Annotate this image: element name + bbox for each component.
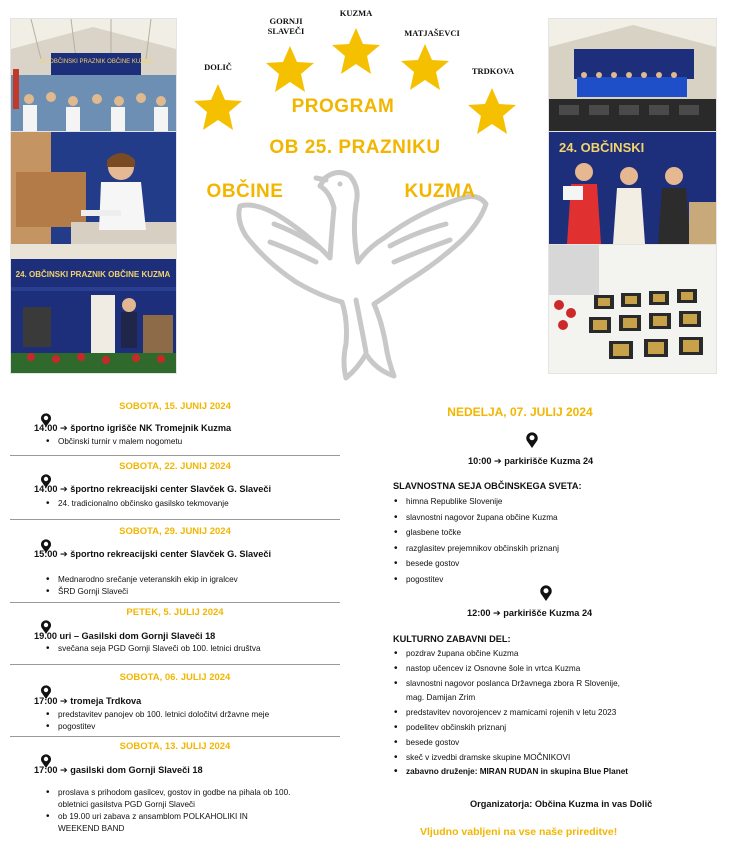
event-items [44, 574, 334, 598]
divider [10, 736, 340, 737]
event-date: SOBOTA, 06. JULIJ 2024 [119, 672, 231, 683]
list-item: • besede gostov [392, 736, 727, 751]
list-item: • ob 19.00 uri zabava z ansamblom POLKAHOLIKI IN [44, 811, 344, 823]
event-time-location: 14:00 ➔ športno igrišče NK Tromejnik Kuzma [34, 423, 232, 433]
divider [10, 664, 340, 665]
list-item: • razglasitev prejemnikov občinskih priznanj [392, 541, 722, 557]
list-item: • himna Republike Slovenije [392, 494, 722, 510]
invitation-text: Vljudno vabljeni na vse naše prireditve! [420, 826, 618, 838]
block-title: KULTURNO ZABAVNI DEL: [393, 634, 511, 644]
title-line-kuzma: KUZMA [404, 181, 476, 202]
village-label: MATJAŠEVCI [404, 28, 460, 38]
event-time-location: 17:00 ➔ gasilski dom Gornji Slaveči 18 [34, 765, 203, 775]
list-item: • Mednarodno srečanje veteranskih ekip in igralcev [44, 574, 334, 586]
event-time-location: 14:00 ➔ športno rekreacijski center Slavček G. Slaveči [34, 484, 272, 494]
event-date: SOBOTA, 15. JUNIJ 2024 [119, 401, 231, 412]
title-line-praznik: OB 25. PRAZNIKU [269, 137, 441, 158]
list-item: • skeč v izvedbi dramske skupine MOČNIKOVI [392, 751, 727, 766]
banner-text: 24. OBČINSKI PRAZNIK OBČINE KUZMA [15, 270, 171, 279]
event-date: SOBOTA, 13. JULIJ 2024 [119, 741, 231, 752]
event-time-location: 19.00 uri – Gasilski dom Gornji Slaveči 18 [34, 631, 216, 641]
list-item: • slavnostni nagovor poslanca Državnega zbora R Slovenije, [392, 677, 727, 692]
event-items [44, 709, 339, 733]
star-icon [401, 44, 449, 90]
block-time-location: 10:00 ➔ parkirišče Kuzma 24 [468, 456, 594, 466]
village-label: KUZMA [339, 8, 373, 18]
event-time-location: 17:00 ➔ tromeja Trdkova [34, 696, 142, 706]
event-items [44, 787, 344, 835]
event-items [44, 436, 334, 448]
list-item: • ŠRD Gornji Slaveči [44, 586, 334, 598]
dove-icon [239, 172, 486, 378]
village-label: TRDKOVA [471, 66, 515, 76]
star-icon [266, 46, 314, 92]
title-line-obcine: OBČINE [206, 181, 284, 202]
event-time-location: 15:00 ➔ športno rekreacijski center Slavček G. Slaveči [34, 549, 272, 559]
photo-choir [548, 18, 717, 132]
event-date: PETEK, 5. JULIJ 2024 [126, 607, 224, 618]
divider [10, 455, 340, 456]
village-label: DOLIČ [204, 62, 232, 72]
event-items [44, 498, 334, 510]
list-item: • Občinski turnir v malem nogometu [44, 436, 334, 448]
event-date: SOBOTA, 29. JUNIJ 2024 [119, 526, 231, 537]
title-line-program: PROGRAM [291, 96, 395, 117]
photo-tent-audience [10, 18, 177, 132]
list-item: • pozdrav župana občine Kuzma [392, 647, 727, 662]
block-items [392, 494, 722, 587]
list-item: • besede gostov [392, 556, 722, 572]
event-items [44, 643, 334, 655]
event-date: SOBOTA, 22. JUNIJ 2024 [119, 461, 231, 472]
star-icon [194, 84, 242, 130]
list-item: • nastop učencev iz Osnovne šole in vrtca Kuzma [392, 662, 727, 677]
banner-text: 24. OBČINSKI [559, 140, 645, 155]
organizer-credit: Organizatorja: Občina Kuzma in vas Dolič [470, 799, 653, 809]
list-item: • pogostitev [44, 721, 339, 733]
list-item: • zabavno druženje: MIRAN RUDAN in skupina Blue Planet [392, 765, 727, 780]
list-item: • proslava s prihodom gasilcev, gostov in godbe na pihala ob 100. [44, 787, 344, 799]
photo-stage-banner [10, 244, 177, 374]
main-day-date: NEDELJA, 07. JULIJ 2024 [447, 405, 593, 419]
star-icon [332, 28, 380, 74]
photo-speakers [548, 131, 717, 245]
list-item: • slavnostni nagovor župana občine Kuzma [392, 510, 722, 526]
block-time-location: 12:00 ➔ parkirišče Kuzma 24 [467, 608, 593, 618]
photo-awards [548, 244, 717, 374]
list-item: • predstavitev panojev ob 100. letnici določitvi državne meje [44, 709, 339, 721]
location-pin-icon [539, 585, 553, 601]
location-pin-icon [525, 432, 539, 448]
block-title: SLAVNOSTNA SEJA OBČINSKEGA SVETA: [393, 481, 582, 491]
list-item: • svečana seja PGD Gornji Slaveči ob 100. letnici društva [44, 643, 334, 655]
block-items [392, 647, 727, 780]
star-icon [468, 88, 516, 134]
list-item: WEEKEND BAND [58, 824, 125, 833]
list-item: mag. Damijan Zrim [406, 693, 476, 703]
photo-pianist [10, 131, 177, 245]
list-item: • predstavitev novorojencev z mamicami rojenih v letu 2023 [392, 706, 727, 721]
divider [10, 602, 340, 603]
divider [10, 519, 340, 520]
village-label: GORNJI SLAVEČI [267, 16, 305, 36]
list-item: • podelitev občinskih priznanj [392, 721, 727, 736]
list-item: • pogostitev [392, 572, 722, 588]
banner-text: 24. OBČINSKI PRAZNIK OBČINE KUZMA [39, 59, 153, 65]
list-item: • glasbene točke [392, 525, 722, 541]
list-item: • 24. tradicionalno občinsko gasilsko tekmovanje [44, 498, 334, 510]
list-item: obletnici gasilstva PGD Gornji Slaveči [58, 800, 195, 809]
